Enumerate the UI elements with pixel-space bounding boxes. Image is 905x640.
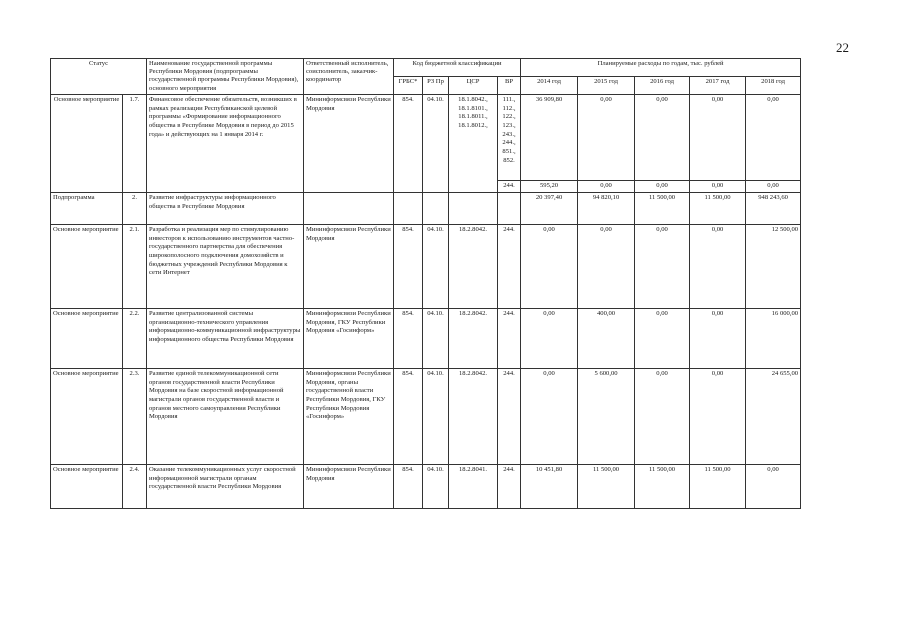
row-value-2017: 11 500,00 — [690, 192, 746, 224]
row-csr — [449, 192, 498, 224]
row-csr — [449, 94, 498, 192]
csr-code: 18.1.8012., — [458, 122, 488, 130]
header-year: 2016 год — [635, 76, 690, 94]
row-vr — [498, 94, 521, 180]
header-expenses-group: Планируемые расходы по годам, тыс. рублей — [521, 59, 801, 77]
row-rzpr — [423, 192, 449, 224]
row-value-2015: 400,00 — [578, 308, 635, 368]
table-row — [51, 94, 801, 180]
row-responsible — [304, 192, 394, 224]
row-number: 2.3. — [123, 368, 147, 464]
vr-code: 111., — [502, 95, 516, 103]
header-csr: ЦСР — [449, 76, 498, 94]
row-responsible: Мининформсвязи Республики Мордовия, ГКУ Республики Мордовия «Госинформ» — [304, 308, 394, 368]
row-grbs: 854. — [394, 464, 423, 508]
vr-code: 122., — [502, 113, 516, 121]
row-value-2017: 11 500,00 — [690, 464, 746, 508]
row-name: Разработка и реализация мер по стимулированию инвесторов к использованию инструментов частно-государственного партнерства для обеспечения широкополосного подключения домохозяйств и бюджетных учреждений Республики Мордовия к сети Интернет — [147, 224, 304, 308]
row-status: Основное мероприятие — [51, 464, 123, 508]
row-rzpr: 04.10. — [423, 94, 449, 192]
row-responsible: Мининформсвязи Республики Мордовия, органы государственной власти Республики Мордовия, ГКУ Республики Мордовия «Госинформ» — [304, 368, 394, 464]
row-number: 2.2. — [123, 308, 147, 368]
header-row-top — [51, 59, 801, 77]
row-value-2018: 0,00 — [746, 180, 801, 192]
csr-code: 18.1.8101., — [458, 104, 488, 112]
row-csr: 18.2.8041. — [449, 464, 498, 508]
row-vr — [498, 192, 521, 224]
vr-code: 851., — [502, 148, 516, 156]
row-status: Основное мероприятие — [51, 368, 123, 464]
header-year: 2018 год — [746, 76, 801, 94]
row-status: Основное мероприятие — [51, 94, 123, 192]
row-value-2017: 0,00 — [690, 94, 746, 180]
row-value-2014: 0,00 — [521, 224, 578, 308]
row-vr: 244. — [498, 224, 521, 308]
vr-code: 244., — [502, 139, 516, 147]
row-value-2016: 11 500,00 — [635, 192, 690, 224]
row-value-2016: 11 500,00 — [635, 464, 690, 508]
row-value-2017: 0,00 — [690, 308, 746, 368]
row-value-2015: 0,00 — [578, 224, 635, 308]
row-csr: 18.2.8042. — [449, 368, 498, 464]
page-number: 22 — [836, 40, 849, 55]
row-value-2016: 0,00 — [635, 180, 690, 192]
csr-code: 18.1.8042., — [458, 95, 488, 103]
row-value-2018: 12 500,00 — [746, 224, 801, 308]
row-responsible: Мининформсвязи Республики Мордовия — [304, 224, 394, 308]
vr-code: 112., — [502, 104, 516, 112]
header-code-group: Код бюджетной классификации — [394, 59, 521, 77]
row-status: Основное мероприятие — [51, 308, 123, 368]
row-vr: 244. — [498, 180, 521, 192]
row-value-2018: 24 655,00 — [746, 368, 801, 464]
row-value-2014: 595,20 — [521, 180, 578, 192]
row-grbs: 854. — [394, 224, 423, 308]
row-rzpr: 04.10. — [423, 224, 449, 308]
row-grbs: 854. — [394, 94, 423, 192]
header-grbs: ГРБС* — [394, 76, 423, 94]
header-year: 2015 год — [578, 76, 635, 94]
row-value-2014: 0,00 — [521, 368, 578, 464]
row-name: Развитие централизованной системы организационно-технического управления информационно-коммуникационной инфраструктуры информационного общества Республики Мордовия — [147, 308, 304, 368]
vr-code: 852. — [503, 156, 515, 164]
row-rzpr: 04.10. — [423, 464, 449, 508]
table-row — [51, 224, 801, 308]
table-row — [51, 464, 801, 508]
row-value-2016: 0,00 — [635, 94, 690, 180]
row-value-2014: 10 451,80 — [521, 464, 578, 508]
row-name: Развитие единой телекоммуникационной сети органов государственной власти Республики Мордовия на базе скоростной информационной магистрали органов государственной власти и органов местного самоуправления Республики Мордовия — [147, 368, 304, 464]
row-value-2015: 0,00 — [578, 180, 635, 192]
row-name: Развитие инфраструктуры информационного общества в Республике Мордовия — [147, 192, 304, 224]
row-value-2014: 36 909,80 — [521, 94, 578, 180]
row-value-2016: 0,00 — [635, 368, 690, 464]
csr-code: 18.1.8011., — [458, 113, 488, 121]
row-name: Оказание телекоммуникационных услуг скоростной информационной магистрали органам государственной власти Республики Мордовия — [147, 464, 304, 508]
row-csr: 18.2.8042. — [449, 224, 498, 308]
table-row — [51, 308, 801, 368]
row-value-2018: 948 243,60 — [746, 192, 801, 224]
row-value-2015: 11 500,00 — [578, 464, 635, 508]
row-vr: 244. — [498, 308, 521, 368]
header-vr: ВР — [498, 76, 521, 94]
row-value-2015: 94 820,10 — [578, 192, 635, 224]
row-grbs — [394, 192, 423, 224]
row-status: Подпрограмма — [51, 192, 123, 224]
row-value-2018: 0,00 — [746, 94, 801, 180]
row-value-2015: 5 600,00 — [578, 368, 635, 464]
row-number: 2.1. — [123, 224, 147, 308]
row-value-2014: 20 397,40 — [521, 192, 578, 224]
row-value-2015: 0,00 — [578, 94, 635, 180]
table-row — [51, 192, 801, 224]
row-value-2018: 0,00 — [746, 464, 801, 508]
row-number: 2.4. — [123, 464, 147, 508]
row-number: 1.7. — [123, 94, 147, 192]
vr-code: 243., — [502, 130, 516, 138]
row-responsible: Мининформсвязи Республики Мордовия — [304, 464, 394, 508]
row-value-2016: 0,00 — [635, 224, 690, 308]
vr-code: 123., — [502, 122, 516, 130]
row-value-2017: 0,00 — [690, 180, 746, 192]
header-name: Наименование государственной программы Республики Мордовия (подпрограммы государственной программы Республики Мордовия), основного мероприятия — [147, 59, 304, 95]
table-row — [51, 368, 801, 464]
row-csr: 18.2.8042. — [449, 308, 498, 368]
row-responsible: Мининформсвязи Республики Мордовия — [304, 94, 394, 192]
header-responsible: Ответственный исполнитель, соисполнитель, заказчик-координатор — [304, 59, 394, 95]
row-value-2018: 16 000,00 — [746, 308, 801, 368]
header-year: 2014 год — [521, 76, 578, 94]
budget-table — [50, 58, 801, 509]
row-rzpr: 04.10. — [423, 368, 449, 464]
header-status: Статус — [51, 59, 147, 95]
row-grbs: 854. — [394, 368, 423, 464]
row-vr: 244. — [498, 464, 521, 508]
row-vr: 244. — [498, 368, 521, 464]
row-number: 2. — [123, 192, 147, 224]
row-value-2017: 0,00 — [690, 368, 746, 464]
row-name: Финансовое обеспечение обязательств, возникших в рамках реализации Республиканской целевой программы «Формирование информационного общества в Республике Мордовия в период до 2015 года» и действующих на 1 января 2014 г. — [147, 94, 304, 192]
row-value-2017: 0,00 — [690, 224, 746, 308]
header-year: 2017 год — [690, 76, 746, 94]
row-value-2016: 0,00 — [635, 308, 690, 368]
header-rzpr: РЗ Пр — [423, 76, 449, 94]
row-grbs: 854. — [394, 308, 423, 368]
row-value-2014: 0,00 — [521, 308, 578, 368]
row-status: Основное мероприятие — [51, 224, 123, 308]
row-rzpr: 04.10. — [423, 308, 449, 368]
